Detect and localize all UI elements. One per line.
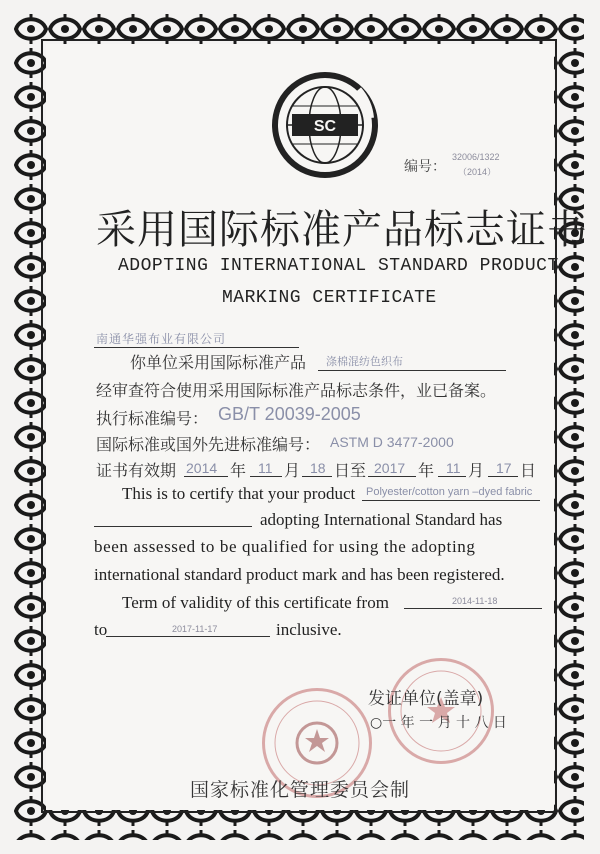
serial-label: 编号： <box>404 159 446 175</box>
logo-lettering: SC <box>313 118 337 135</box>
from-day: 18 <box>310 460 326 476</box>
cn-line1-prefix: 你单位采用国际标准产品 <box>130 353 307 372</box>
from-day-unit: 日至 <box>334 461 367 480</box>
en-line1: This is to certify that your product <box>122 484 356 503</box>
issue-date: ○一 年 一 月 十 八 日 <box>370 715 507 731</box>
term-to-date: 2017-11-17 <box>172 624 218 634</box>
to-year-unit: 年 <box>418 461 435 480</box>
term-to-underline <box>106 636 270 637</box>
to-day-unit: 日 <box>520 461 537 480</box>
product-en-underline <box>362 500 540 501</box>
underline-to-year <box>368 476 416 477</box>
en-line3: been assessed to be qualified for using the adopting <box>94 537 476 556</box>
underline-from-month <box>250 476 282 477</box>
en-line4: international standard product mark and has been registered. <box>94 565 505 584</box>
serial-year: （2014） <box>458 167 497 177</box>
from-month-unit: 月 <box>284 461 301 480</box>
title-english-line2: MARKING CERTIFICATE <box>222 288 437 308</box>
underline-to-day <box>488 476 518 477</box>
issuer-label: 发证单位(盖章) <box>368 689 484 709</box>
issuer-stamp <box>388 658 494 764</box>
product-name-cn: 涤棉混纺色织布 <box>326 356 403 368</box>
to-label: to <box>94 620 108 639</box>
to-month-unit: 月 <box>468 461 485 480</box>
serial-number: 32006/1322 <box>452 152 500 162</box>
intl-standard-value: ASTM D 3477-2000 <box>330 434 454 450</box>
from-year-unit: 年 <box>230 461 247 480</box>
company-underline <box>94 347 299 348</box>
exec-standard-value: GB/T 20039-2005 <box>218 404 361 424</box>
underline-to-month <box>438 476 466 477</box>
product-cn-underline <box>318 370 506 371</box>
term-label: Term of validity of this certificate from <box>122 593 389 612</box>
inclusive-label: inclusive. <box>276 620 342 639</box>
company-name: 南通华强布业有限公司 <box>96 332 227 346</box>
exec-standard-label: 执行标准编号： <box>96 409 209 428</box>
underline-from-day <box>302 476 332 477</box>
from-month: 11 <box>258 460 273 476</box>
product-name-en: Polyester/cotton yarn –dyed fabric <box>366 486 533 498</box>
to-day: 17 <box>496 460 512 476</box>
term-from-underline <box>404 608 542 609</box>
from-year: 2014 <box>186 460 218 476</box>
footer-issuer: 国家标准化管理委员会制 <box>190 779 411 801</box>
term-from-date: 2014-11-18 <box>452 596 498 606</box>
csc-logo <box>270 70 380 180</box>
cn-line2: 经审查符合使用采用国际标准产品标志条件，业已备案。 <box>96 381 497 400</box>
en-line2: adopting International Standard has <box>260 510 503 529</box>
underline-from-year <box>184 476 228 477</box>
validity-label: 证书有效期 <box>96 461 177 480</box>
to-year: 2017 <box>374 460 406 476</box>
blank-underline <box>94 526 252 527</box>
title-english-line1: ADOPTING INTERNATIONAL STANDARD PRODUCT <box>118 256 559 276</box>
to-month: 11 <box>446 460 461 476</box>
intl-standard-label: 国际标准或国外先进标准编号： <box>96 435 321 454</box>
title-chinese: 采用国际标准产品标志证书 <box>96 207 588 253</box>
